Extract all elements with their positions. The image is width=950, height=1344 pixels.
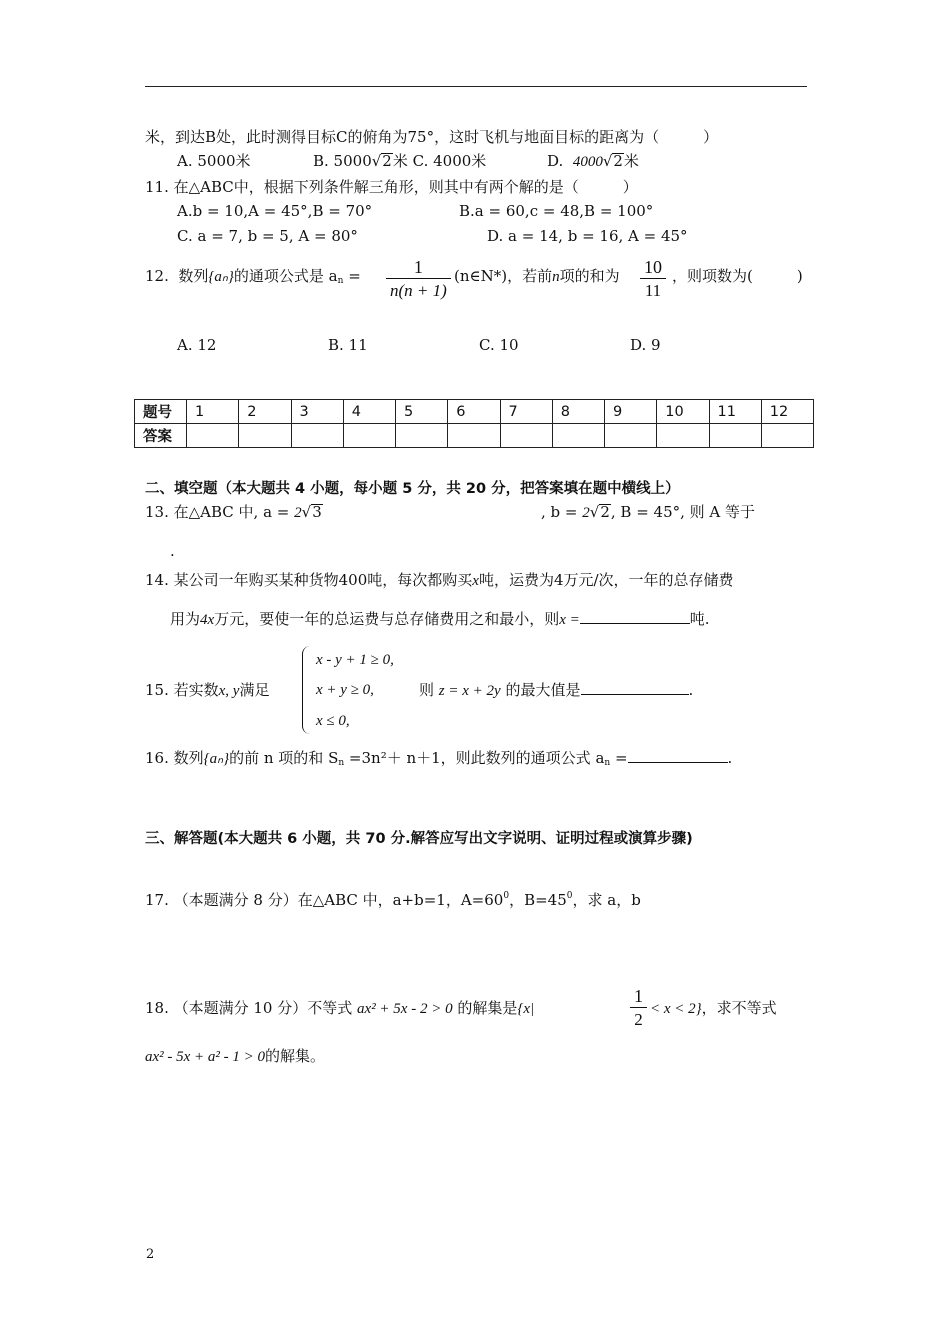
q11-stem: 11. 在△ABC中，根据下列条件解三角形，则其中有两个解的是（ ） — [145, 178, 638, 196]
table-cell: 12 — [761, 400, 813, 424]
table-cell: 4 — [343, 400, 395, 424]
answer-cell[interactable] — [396, 424, 448, 448]
q12-tail: ，则项数为( ) — [672, 267, 803, 285]
table-cell: 1 — [187, 400, 239, 424]
table-answer-row — [135, 424, 814, 448]
q12-option-c: C. 10 — [479, 336, 519, 354]
q15-stem: 15. 若实数x, y满足 — [145, 681, 270, 699]
q14-answer-blank[interactable] — [580, 609, 690, 624]
answer-cell[interactable] — [657, 424, 709, 448]
q10-continuation — [145, 127, 718, 147]
section3-title: 三、解答题(本大题共 6 小题，共 70 分.解答应写出文字说明、证明过程或演算步骤) — [145, 831, 693, 847]
table-cell: 7 — [500, 400, 552, 424]
q16-line: 16. 数列{aₙ}的前 n 项的和 $S_n =3n^2+ n+1$，则此数列的通项公式 $a_n$ = . — [145, 749, 733, 768]
brace-symbol — [302, 646, 313, 734]
q10-text: 米，到达B处，此时测得目标C的俯角为75°，这时飞机与地面目标的距离为（ — [145, 128, 660, 146]
table-cell: 2 — [239, 400, 291, 424]
q15-answer-blank[interactable] — [581, 680, 689, 695]
q10-option-a: A. 5000米 — [177, 152, 251, 170]
header-rule — [145, 86, 807, 87]
q11-option-c: C. a = 7, b = 5, A = 80° — [177, 227, 358, 245]
answer-cell[interactable] — [709, 424, 761, 448]
table-cell: 3 — [291, 400, 343, 424]
q12-option-d: D. 9 — [630, 336, 661, 354]
sqrt-symbol: √2 — [589, 503, 610, 521]
table-cell: 10 — [657, 400, 709, 424]
q15-objective: 则 z = x + 2y 的最大值是 . — [419, 681, 694, 699]
q13-line: 13. 在△ABC 中, a = 2√3 — [145, 503, 322, 521]
q15-constraint-2: x + y ≥ 0, — [316, 682, 374, 698]
q10-option-b-c: B. 5000√2米 C. 4000米 — [313, 152, 487, 170]
q17-line: 17. （本题满分 8 分）在△ABC 中，a+b=1，$A=60^0$，$B=45^0$，求 a，b — [145, 891, 641, 909]
sqrt-symbol: √3 — [301, 503, 322, 521]
sqrt-symbol: √2 — [602, 152, 623, 170]
table-cell: 8 — [552, 400, 604, 424]
table-header-label: 题号 — [135, 400, 187, 424]
q18-half-fraction: $\frac{1}{2}$ — [630, 985, 647, 1032]
sqrt-symbol: √2 — [371, 152, 392, 170]
q14-line2: 用为4x万元，要使一年的总运费与总存储费用之和最小，则x = 吨. — [170, 610, 710, 628]
table-cell: 6 — [448, 400, 500, 424]
answer-cell[interactable] — [187, 424, 239, 448]
table-cell: 5 — [396, 400, 448, 424]
table-header-row — [135, 400, 814, 424]
table-answer-label: 答案 — [135, 424, 187, 448]
answer-cell[interactable] — [605, 424, 657, 448]
answer-table — [134, 399, 814, 448]
answer-cell[interactable] — [239, 424, 291, 448]
answer-cell[interactable] — [761, 424, 813, 448]
q18-line2: ax² - 5x + a² - 1 > 0的解集。 — [145, 1047, 326, 1065]
q12-option-a: A. 12 — [177, 336, 217, 354]
q12-condition: (n∈N*)，若前n项的和为 — [454, 267, 620, 285]
q16-answer-blank[interactable] — [628, 748, 728, 763]
q12-sum-fraction: $\frac{10}{11}$ — [640, 256, 666, 303]
answer-cell[interactable] — [448, 424, 500, 448]
answer-cell[interactable] — [552, 424, 604, 448]
answer-cell[interactable] — [343, 424, 395, 448]
q18-line1-tail: < x < 2}，求不等式 — [650, 999, 777, 1017]
table-cell: 9 — [605, 400, 657, 424]
q12-option-b: B. 11 — [328, 336, 368, 354]
q15-constraint-3: x ≤ 0, — [316, 713, 350, 729]
q14-line1: 14. 某公司一年购买某种货物400吨，每次都购买x吨，运费为4万元/次，一年的总存储费 — [145, 571, 734, 589]
q13-end: . — [170, 542, 175, 560]
q10-close-paren: ） — [703, 128, 719, 146]
section2-title: 二、填空题（本大题共 4 小题，每小题 5 分，共 20 分，把答案填在题中横线上） — [145, 481, 680, 497]
q18-line1: 18. （本题满分 10 分）不等式 ax² + 5x - 2 > 0 的解集是{x| — [145, 999, 535, 1017]
q11-option-a: A.b = 10,A = 45°,B = 70° — [177, 202, 373, 220]
q10-option-d: D. 4000√2米 — [547, 152, 639, 170]
q12-stem: 12. 数列{aₙ}的通项公式是 $a_n$ = — [145, 267, 361, 286]
q11-option-b: B.a = 60,c = 48,B = 100° — [459, 202, 654, 220]
q13-line-right: , b = 2√2, B = 45°, 则 A 等于 — [541, 503, 756, 521]
table-cell: 11 — [709, 400, 761, 424]
q12-fraction: $\frac{1}{n(n + 1)}$ — [386, 256, 451, 303]
page-number: 2 — [146, 1247, 155, 1262]
q11-option-d: D. a = 14, b = 16, A = 45° — [487, 227, 688, 245]
answer-cell[interactable] — [291, 424, 343, 448]
q15-constraint-1: x - y + 1 ≥ 0, — [316, 652, 394, 668]
answer-cell[interactable] — [500, 424, 552, 448]
